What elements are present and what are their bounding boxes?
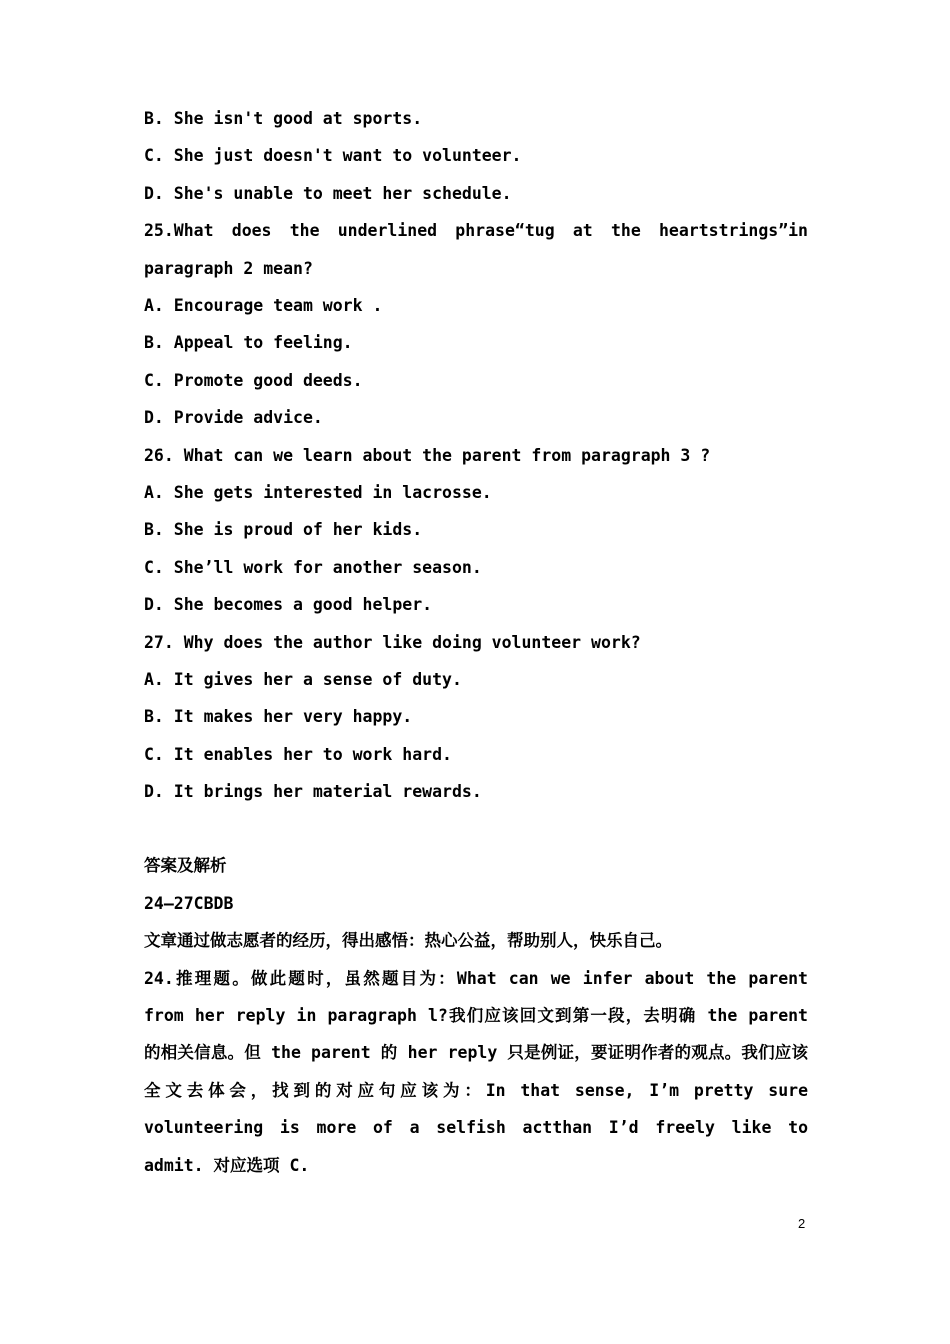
page-content	[144, 100, 808, 1184]
q26-option-b: B. She is proud of her kids.	[144, 520, 423, 540]
q26-stem: 26. What can we learn about the parent from paragraph 3 ?	[144, 445, 711, 465]
answers-summary: 文章通过做志愿者的经历，得出感悟：热心公益，帮助别人，快乐自己。	[144, 931, 672, 951]
q25-option-a: A. Encourage team work .	[144, 295, 383, 315]
explanation-24: 24.推理题。做此题时，虽然题目为：What can we infer about the parent from her reply in paragraph l?我们应该回文到第一段，去明确 the parent 的相关信息。但 the parent 的 her reply 只是例证，要证明作者的观点。我们应该全文去体会，找到的对应句应该为：In that sense, I’m pretty sure volunteering is more of a selfish actthan I’d freely like to admit. 对应选项 C.	[144, 968, 808, 1175]
answer-key: 24—27CBDB	[144, 893, 234, 913]
q26-option-c: C. She’ll work for another season.	[144, 557, 482, 577]
q27-option-c: C. It enables her to work hard.	[144, 744, 452, 764]
answers-heading: 答案及解析	[144, 856, 227, 876]
q26-option-d: D. She becomes a good helper.	[144, 595, 433, 615]
q26-option-a: A. She gets interested in lacrosse.	[144, 482, 492, 502]
q24-option-b: B. She isn't good at sports.	[144, 109, 423, 128]
q24-option-c: C. She just doesn't want to volunteer.	[144, 146, 522, 166]
section-spacer	[144, 810, 808, 847]
q27-stem: 27. Why does the author like doing volunteer work?	[144, 632, 641, 652]
q25-option-d: D. Provide advice.	[144, 408, 323, 428]
q25-stem: 25.What does the underlined phrase“tug at the heartstrings”in paragraph 2 mean?	[144, 221, 808, 278]
page-number: 2	[798, 1216, 806, 1231]
q27-option-d: D. It brings her material rewards.	[144, 782, 482, 802]
q27-option-b: B. It makes her very happy.	[144, 707, 413, 727]
q24-option-d: D. She's unable to meet her schedule.	[144, 183, 512, 203]
q25-option-b: B. Appeal to feeling.	[144, 333, 353, 353]
q27-option-a: A. It gives her a sense of duty.	[144, 669, 462, 689]
q25-option-c: C. Promote good deeds.	[144, 370, 363, 390]
